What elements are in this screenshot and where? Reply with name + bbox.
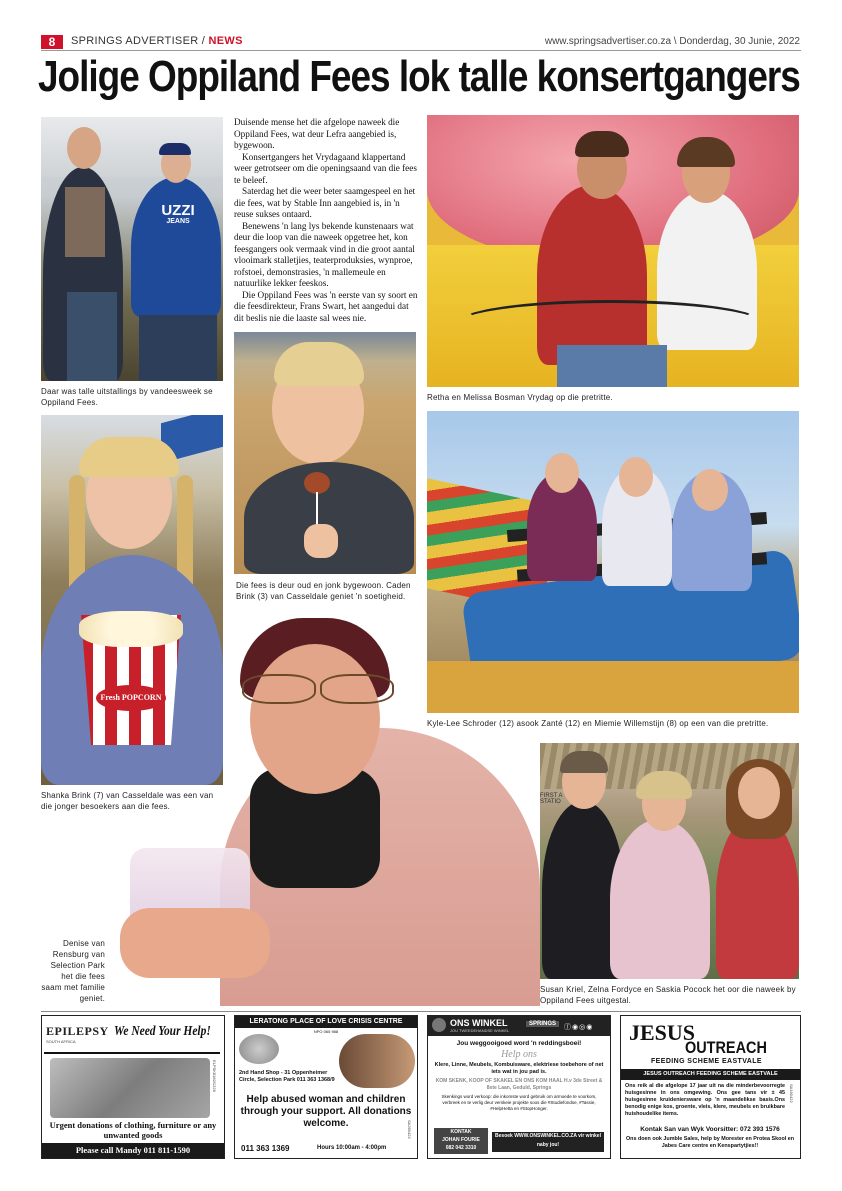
caption-pretritte: Retha en Melissa Bosman Vrydag op die pretritte. — [427, 393, 613, 402]
caption-men: Daar was talle uitstallings by vandeesweek se Oppiland Fees. — [41, 387, 213, 407]
popcorn-box-label: Fresh POPCORN — [96, 685, 166, 711]
caption-boy: Die fees is deur oud en jonk bygewoon. Caden Brink (3) van Casseldale geniet 'n soetigheid. — [236, 581, 411, 601]
leratong-phone: 011 363 1369 — [241, 1144, 290, 1153]
onswinkel-address: KOM SKENK, KOOP OF SKAKEL EN ONS KOM HAAL H.v 3de Street & 8ste Laan, Geduld, Springs — [435, 1078, 603, 1091]
jesus-contact: Kontak San van Wyk Voorsitter: 072 393 1576 — [640, 1126, 780, 1133]
children-image — [339, 1034, 415, 1088]
epilepsy-phone: Please call Mandy 011 811-1590 — [42, 1143, 224, 1158]
ad-epilepsy[interactable] — [41, 1015, 225, 1159]
epilepsy-body: Urgent donations of clothing, furniture or any unwanted goods — [49, 1120, 217, 1140]
social-icons[interactable]: ⓕ◉◎◉ — [564, 1023, 594, 1031]
article-paragraph: Konsertgangers het Vrydagaand klappertand weer getrotseer om die openingsaand van die fees te beleef. — [234, 151, 417, 185]
epilepsy-code: ELPSK8182/1226 — [212, 1060, 217, 1092]
onswinkel-items: Klere, Linne, Meubels, Kombuisware, elektriese toebehore of net iets wat in jou pad is. — [434, 1062, 604, 1075]
leratong-npo: NPO 065 988 — [313, 1029, 339, 1034]
shirt-text: UZZI — [161, 202, 195, 219]
onswinkel-brand-sub: JOU TWEEDEHANDSE WINKEL — [450, 1028, 510, 1033]
photo-three-women — [540, 743, 799, 979]
caption-ride: Kyle-Lee Schroder (12) asook Zanté (12) en Miemie Willemstijn (8) op een van die pretritte. — [427, 719, 769, 728]
section-name: SPRINGS ADVERTISER / — [71, 35, 206, 47]
leratong-title: LERATONG PLACE OF LOVE CRISIS CENTRE — [235, 1016, 417, 1028]
onswinkel-springs: SPRINGS — [526, 1021, 559, 1027]
onswinkel-brand: ONS WINKEL — [450, 1018, 508, 1028]
onswinkel-logo-icon — [432, 1018, 446, 1032]
section-label — [71, 35, 243, 47]
jesus-footer: Ons doen ook Jumble Sales, help by Morester en Protea Skool en Jabes Care centre en Kenspartytjies!! — [625, 1136, 795, 1149]
jesus-brand-2: OUTREACH — [685, 1038, 767, 1057]
jesus-bar: JESUS OUTREACH FEEDING SCHEME EASTVALE — [621, 1069, 800, 1080]
onswinkel-script: Help ons — [501, 1049, 537, 1060]
epilepsy-headline: We Need Your Help! — [114, 1024, 211, 1039]
onswinkel-web[interactable]: Besoek WWW.ONSWINKEL.CO.ZA vir winkel naby jou! — [492, 1132, 604, 1152]
jesus-brand-1: JESUS — [629, 1020, 696, 1045]
headline: Jolige Oppiland Fees lok talle konsertgangers — [38, 52, 800, 101]
leratong-body: Help abused woman and children through your support. All donations welcome. — [240, 1094, 412, 1129]
ad-leratong[interactable] — [234, 1015, 418, 1159]
onswinkel-info: Skenkings word verkoop: die inkomste word gebruik om armoede te voorkom, verbreek en te verlig deur verskeie projekte soos die #Studiefondse, #Tassie, #HelpHetta en #StopHonger. — [441, 1094, 597, 1111]
photo-boy — [234, 332, 416, 574]
heart-icon — [239, 1034, 279, 1064]
contact-phone: 082 042 3310 — [445, 1145, 477, 1151]
caption-three-women: Susan Kriel, Zelna Fordyce en Saskia Pocock het oor die naweek by Oppiland Fees uitgestal. — [540, 985, 796, 1005]
page-number: 8 — [41, 35, 63, 49]
leratong-hours: Hours 10:00am - 4:00pm — [317, 1145, 387, 1151]
leratong-address: 2nd Hand Shop - 31 Oppenheimer Circle, Selection Park 011 363 1368/9 — [239, 1070, 335, 1083]
header-rule — [41, 50, 801, 51]
epilepsy-logo-sub: SOUTH AFRICA — [46, 1039, 76, 1044]
article-paragraph: Benewens 'n lang lys bekende kunstenaars wat deur die loop van die naweek opgetree het, kon feesgangers ook vermaak vind in die groot aantal vlooimark stalletjies, teaterproduksies, wynproe, rofstoei, demonstrasies, 'n mallemeule en natuurlike lekker feeskos. — [234, 220, 415, 288]
caption-denise: Denise van Rensburg van Selection Park het die fees saam met familie geniet. — [41, 939, 105, 1003]
jesus-body: Ons reik al die afgelope 17 jaar uit na die minderbevoorregte huisgesinne in ons omgewing. Ons gee tans vir ± 45 huisgesinne kruideniersware op 'n maandelikse basis.Ons benodig enige kos, groente, vleis, klere, meubels en bruikbare huishoudelike items. — [625, 1083, 785, 1117]
footer-rule — [41, 1011, 801, 1012]
leratong-code: SA260422 — [407, 1120, 412, 1139]
onswinkel-contact — [434, 1128, 488, 1154]
section-tag: NEWS — [208, 35, 243, 47]
ad-jesus-outreach[interactable] — [620, 1015, 801, 1159]
article-paragraph: Duisende mense het die afgelope naweek die Oppiland Fees, wat deur Lefra aangebied is, bygewoon. — [234, 117, 400, 150]
epilepsy-logo: EPILEPSY — [46, 1024, 109, 1038]
contact-name: JOHAN FOURIE — [442, 1137, 480, 1143]
photo-pretritte — [427, 115, 799, 387]
shirt-subtext: JEANS — [166, 218, 190, 225]
sign-text: FIRST A STATIO — [540, 793, 563, 805]
divider — [44, 1052, 220, 1054]
article-paragraph: Die Oppiland Fees was 'n eerste van sy soort en die feesdirekteur, Frans Swart, het aangedui dat dit beslis nie die laaste sal wees nie. — [234, 289, 418, 323]
photo-denise — [110, 618, 540, 1006]
photo-men — [41, 117, 223, 381]
article-body — [234, 117, 418, 324]
dateline: www.springsadvertiser.co.za \ Donderdag, 30 Junie, 2022 — [544, 36, 800, 47]
contact-label: KONTAK — [450, 1129, 472, 1135]
article-paragraph: Saterdag het die weer beter saamgespeel en het die fees, wat by Stable Inn aangebied is, in 'n reuse sukses ontaard. — [234, 186, 416, 219]
ad-onswinkel[interactable] — [427, 1015, 611, 1159]
donation-image — [50, 1058, 210, 1118]
onswinkel-headline: Jou weggooigoed word 'n reddingsboei! — [456, 1040, 582, 1047]
jesus-code: SA160422 — [789, 1084, 794, 1103]
caption-girl-popcorn: Shanka Brink (7) van Casseldale was een van die jonger besoekers aan die fees. — [41, 791, 214, 811]
jesus-brand-3: FEEDING SCHEME EASTVALE — [651, 1058, 762, 1065]
